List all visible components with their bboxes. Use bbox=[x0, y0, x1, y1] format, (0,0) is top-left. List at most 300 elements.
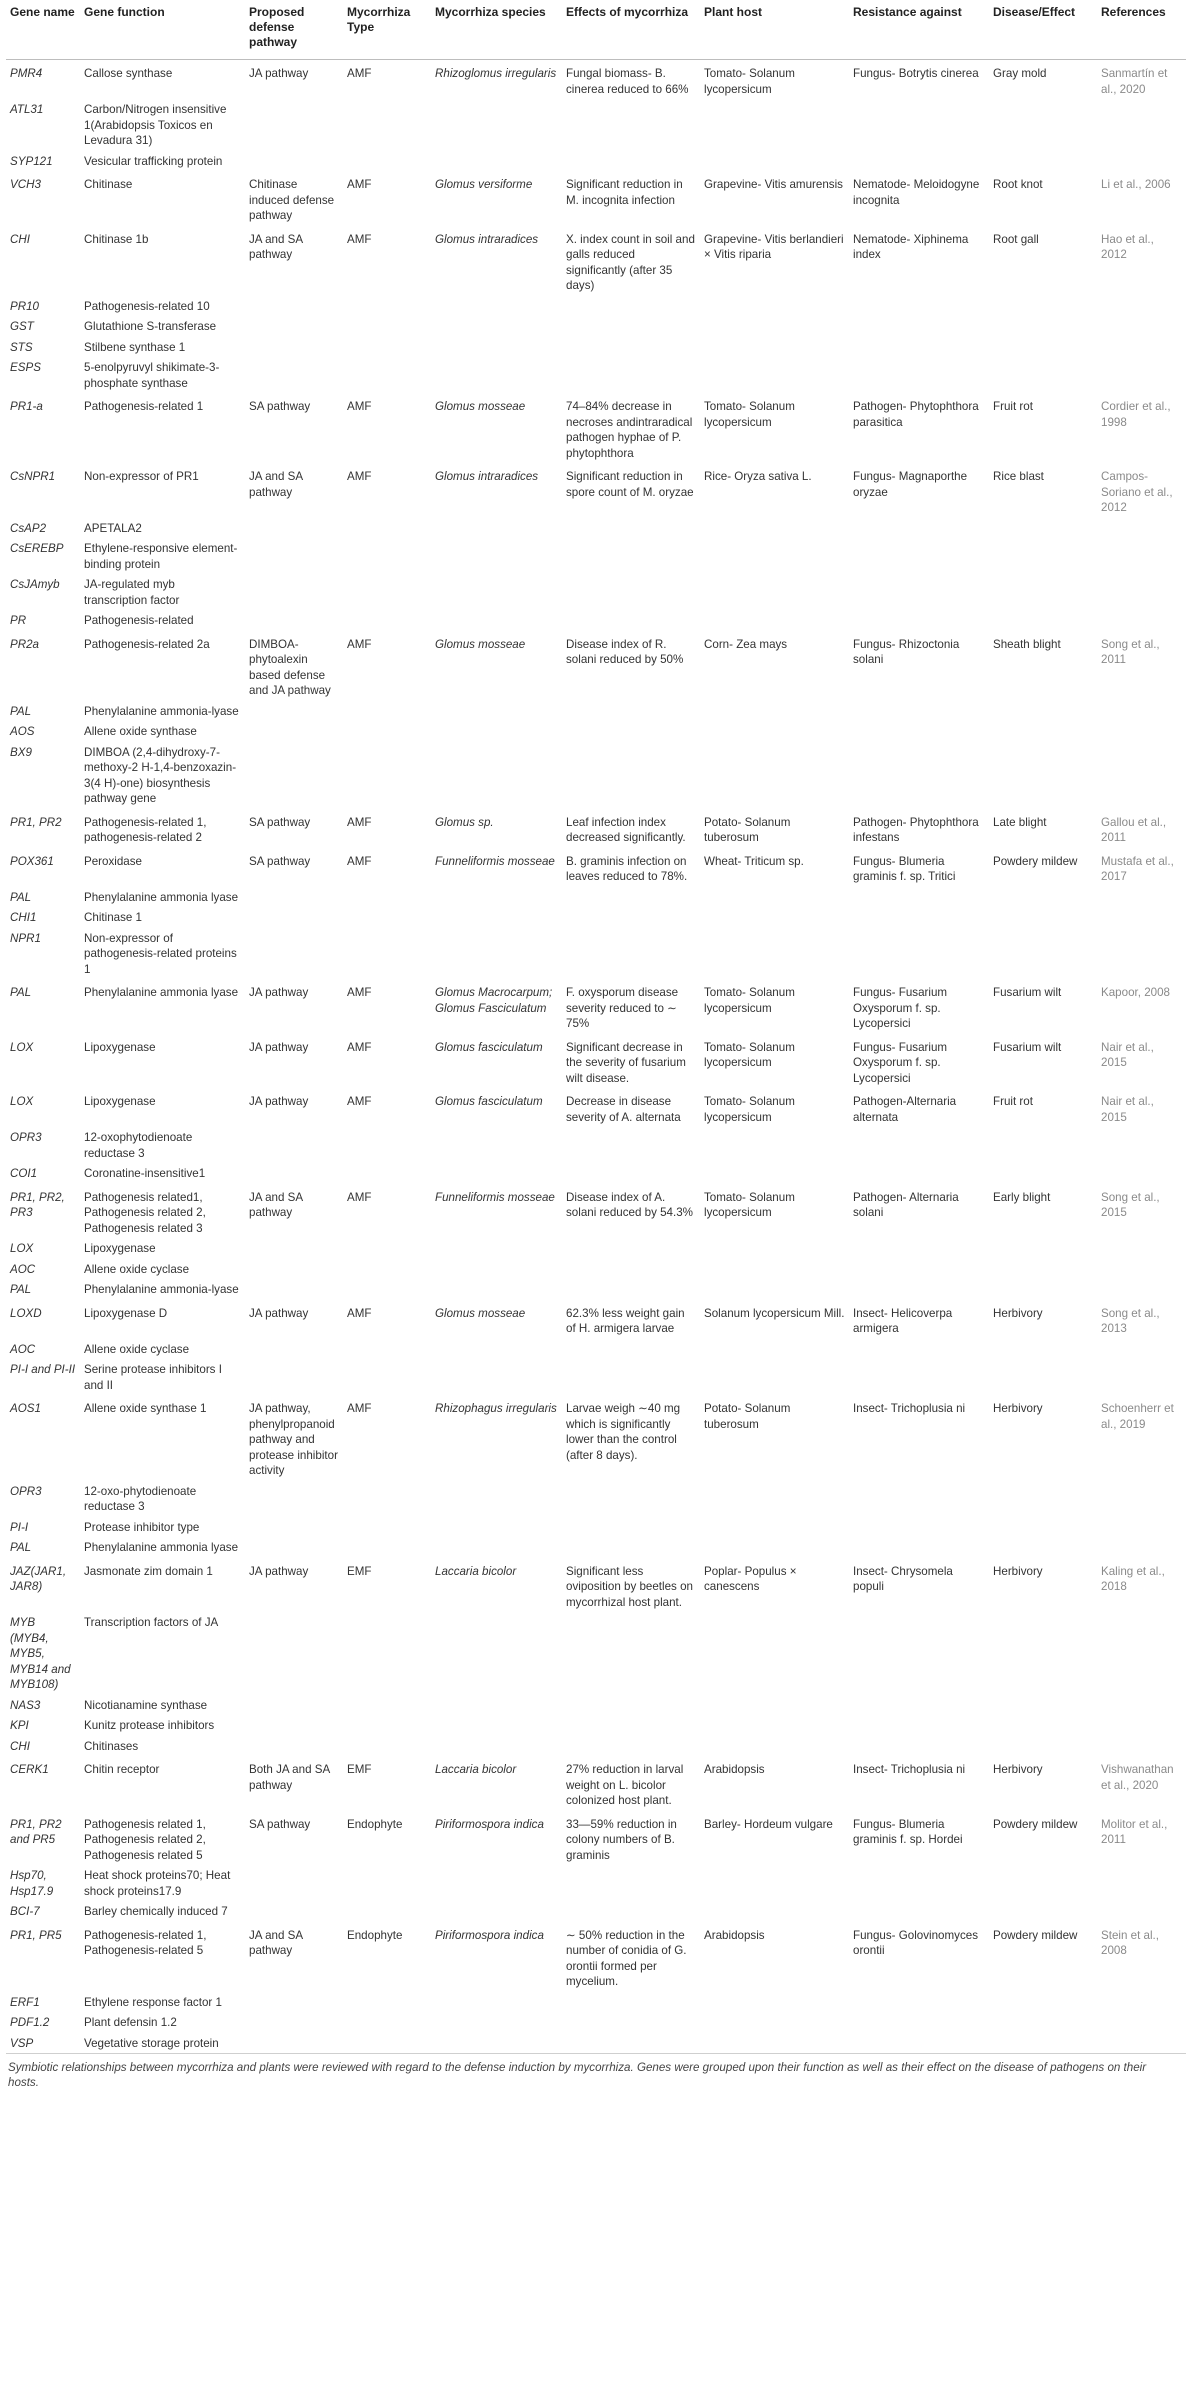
gene-function-cell: Stilbene synthase 1 bbox=[84, 340, 186, 354]
gene-name-cell: LOX bbox=[10, 1095, 34, 1108]
effect-cell: F. oxysporum disease severity reduced to ∼ 75% bbox=[566, 986, 679, 1030]
resistance-cell: Fungus- Botrytis cinerea bbox=[853, 67, 979, 80]
plant-host-cell: Solanum lycopersicum Mill. bbox=[704, 1306, 845, 1320]
resistance-cell: Insect- Trichoplusia ni bbox=[853, 1402, 966, 1415]
pathway-cell bbox=[245, 1238, 343, 1259]
gene-name-cell: PR2a bbox=[10, 637, 40, 651]
effect-cell bbox=[562, 1339, 700, 1360]
reference-cell: Vishwanathan et al., 2020 bbox=[1101, 1763, 1174, 1792]
gene-function-cell: Protease inhibitor type bbox=[84, 1520, 200, 1534]
resistance-cell bbox=[849, 1163, 989, 1184]
pathway-cell bbox=[245, 1901, 343, 1922]
plant-host-cell: Potato- Solanum tuberosum bbox=[704, 815, 791, 844]
plant-host-cell bbox=[700, 928, 849, 980]
plant-host-cell: Barley- Hordeum vulgare bbox=[704, 1817, 833, 1831]
gene-name-cell: PR bbox=[10, 614, 27, 627]
gene-name-cell: PR10 bbox=[10, 299, 40, 313]
gene-function-cell: Vegetative storage protein bbox=[80, 2033, 245, 2054]
pathway-cell bbox=[245, 518, 343, 539]
mycorrhiza-species-cell bbox=[431, 2033, 562, 2054]
gene-function-cell: Ethylene response factor 1 bbox=[84, 1995, 222, 2009]
gene-function-cell: Serine protease inhibitors I and II bbox=[84, 1363, 222, 1392]
pathway-cell bbox=[245, 1163, 343, 1184]
plant-host-cell bbox=[700, 1163, 849, 1184]
gene-name-cell: OPR3 bbox=[10, 1131, 42, 1144]
mycorrhiza-species-cell: Glomus intraradices bbox=[435, 232, 539, 246]
mycorrhiza-type-cell: AMF bbox=[347, 854, 372, 868]
plant-host-cell bbox=[700, 2033, 849, 2054]
disease-cell bbox=[989, 1715, 1097, 1736]
effect-cell bbox=[562, 1238, 700, 1259]
reference-cell: Stein et al., 2008 bbox=[1101, 1928, 1160, 1957]
reference-cell bbox=[1097, 1537, 1186, 1558]
reference-cell bbox=[1097, 1612, 1186, 1695]
mycorrhiza-species-cell bbox=[431, 357, 562, 393]
resistance-cell bbox=[849, 742, 989, 809]
resistance-cell bbox=[849, 701, 989, 722]
reference-cell bbox=[1097, 1865, 1186, 1901]
gene-name-cell: PR1, PR2 and PR5 bbox=[10, 1817, 62, 1846]
effect-cell bbox=[562, 928, 700, 980]
mycorrhiza-species-cell bbox=[431, 1736, 562, 1757]
mycorrhiza-species-cell bbox=[431, 1259, 562, 1280]
mycorrhiza-species-cell bbox=[431, 928, 562, 980]
reference-cell bbox=[1097, 1259, 1186, 1280]
disease-cell bbox=[989, 316, 1097, 337]
plant-host-cell bbox=[700, 701, 849, 722]
plant-host-cell bbox=[700, 721, 849, 742]
effect-cell: Disease index of R. solani reduced by 50% bbox=[566, 637, 684, 666]
gene-function-cell: Coronatine-insensitive1 bbox=[84, 1167, 206, 1180]
mycorrhiza-type-cell: AMF bbox=[347, 637, 372, 651]
pathway-cell bbox=[245, 1481, 343, 1517]
pathway-cell bbox=[245, 316, 343, 337]
table-row bbox=[6, 1517, 1186, 1538]
resistance-cell bbox=[849, 337, 989, 358]
gene-function-cell: 5-enolpyruvyl shikimate-3-phosphate synthase bbox=[84, 361, 220, 390]
reference-cell bbox=[1097, 1127, 1186, 1163]
plant-host-cell: Grapevine- Vitis berlandieri × Vitis riparia bbox=[704, 232, 844, 261]
header-plant-host: Plant host bbox=[700, 0, 849, 60]
mycorrhiza-type-cell: AMF bbox=[347, 470, 372, 483]
mycorrhiza-species-cell bbox=[431, 337, 562, 358]
pathway-cell bbox=[245, 721, 343, 742]
mycorrhiza-type-cell: AMF bbox=[347, 815, 372, 829]
resistance-cell bbox=[849, 1238, 989, 1259]
gene-function-cell: Heat shock proteins70; Heat shock proteins17.9 bbox=[84, 1869, 231, 1898]
plant-host-cell bbox=[700, 907, 849, 928]
table-row bbox=[6, 1736, 1186, 1757]
gene-function-cell: Pathogenesis-related bbox=[84, 614, 194, 627]
disease-cell bbox=[989, 1238, 1097, 1259]
effect-cell bbox=[562, 1279, 700, 1300]
resistance-cell: Fungus- Magnaporthe oryzae bbox=[853, 470, 968, 499]
gene-function-cell: Allene oxide cyclase bbox=[84, 1262, 190, 1276]
mycorrhiza-species-cell bbox=[431, 538, 562, 574]
plant-host-cell bbox=[700, 337, 849, 358]
table-row bbox=[6, 1339, 1186, 1360]
resistance-cell bbox=[849, 538, 989, 574]
plant-host-cell: Tomato- Solanum lycopersicum bbox=[704, 986, 795, 1015]
reference-cell: Nair et al., 2015 bbox=[1101, 1040, 1154, 1069]
gene-name-cell: MYB (MYB4, MYB5, MYB14 and MYB108) bbox=[10, 1616, 71, 1691]
table-row bbox=[6, 1184, 1186, 1239]
mycorrhiza-species-cell: Glomus Macrocarpum; Glomus Fasciculatum bbox=[435, 986, 553, 1015]
mycorrhiza-type-cell bbox=[343, 1127, 431, 1163]
table-row bbox=[6, 99, 1186, 151]
resistance-cell bbox=[849, 2012, 989, 2033]
mycorrhiza-species-cell bbox=[431, 1695, 562, 1716]
gene-function-cell: Pathogenesis-related 1, pathogenesis-related 2 bbox=[84, 815, 207, 844]
plant-host-cell bbox=[700, 296, 849, 317]
gene-function-cell: Vesicular trafficking protein bbox=[84, 154, 223, 168]
table-row bbox=[6, 1481, 1186, 1517]
table-row bbox=[6, 1901, 1186, 1922]
gene-name-cell: VSP bbox=[6, 2033, 80, 2054]
mycorrhiza-type-cell: EMF bbox=[347, 1763, 372, 1776]
mycorrhiza-type-cell: AMF bbox=[347, 1306, 372, 1320]
resistance-cell bbox=[849, 887, 989, 908]
plant-host-cell bbox=[700, 1481, 849, 1517]
mycorrhiza-species-cell bbox=[431, 296, 562, 317]
table-body bbox=[6, 60, 1186, 2054]
effect-cell bbox=[562, 1901, 700, 1922]
reference-cell: Mustafa et al., 2017 bbox=[1101, 854, 1174, 883]
effect-cell: Significant reduction in M. incognita infection bbox=[566, 178, 683, 207]
gene-name-cell: BCI-7 bbox=[10, 1905, 40, 1918]
gene-function-cell: Phenylalanine ammonia lyase bbox=[84, 1541, 239, 1554]
gene-function-cell: Chitinase 1 bbox=[84, 911, 143, 924]
header-mycorrhiza-species: Mycorrhiza species bbox=[431, 0, 562, 60]
disease-cell: Fusarium wilt bbox=[993, 986, 1062, 999]
mycorrhiza-type-cell bbox=[343, 538, 431, 574]
table-row bbox=[6, 1715, 1186, 1736]
resistance-cell: Fungus- Rhizoctonia solani bbox=[853, 637, 960, 666]
gene-function-cell: Pathogenesis-related 10 bbox=[84, 299, 210, 313]
mycorrhiza-type-cell: AMF bbox=[347, 400, 372, 413]
mycorrhiza-type-cell bbox=[343, 1901, 431, 1922]
effect-cell bbox=[562, 1481, 700, 1517]
reference-cell bbox=[1097, 887, 1186, 908]
mycorrhiza-type-cell bbox=[343, 1163, 431, 1184]
gene-name-cell: PR1, PR2 bbox=[10, 815, 62, 829]
reference-cell bbox=[1097, 337, 1186, 358]
pathway-cell bbox=[245, 357, 343, 393]
effect-cell: Leaf infection index decreased significantly. bbox=[566, 815, 686, 844]
effect-cell bbox=[562, 518, 700, 539]
plant-host-cell bbox=[700, 2012, 849, 2033]
mycorrhiza-type-cell bbox=[343, 1992, 431, 2013]
plant-host-cell: Rice- Oryza sativa L. bbox=[704, 470, 812, 483]
disease-cell bbox=[989, 1359, 1097, 1395]
mycorrhiza-species-cell: Piriformospora indica bbox=[435, 1928, 544, 1942]
mycorrhiza-species-cell bbox=[431, 887, 562, 908]
gene-name-cell: PMR4 bbox=[10, 67, 43, 80]
gene-function-cell: Jasmonate zim domain 1 bbox=[84, 1564, 213, 1578]
resistance-cell bbox=[849, 721, 989, 742]
reference-cell bbox=[1097, 701, 1186, 722]
table-row bbox=[6, 337, 1186, 358]
gene-name-cell: NPR1 bbox=[10, 931, 41, 945]
pathway-cell bbox=[245, 151, 343, 172]
plant-host-cell: Tomato- Solanum lycopersicum bbox=[704, 1190, 795, 1219]
mycorrhiza-type-cell: AMF bbox=[347, 986, 372, 999]
reference-cell: Kaling et al., 2018 bbox=[1101, 1564, 1165, 1593]
header-disease: Disease/Effect bbox=[989, 0, 1097, 60]
mycorrhiza-species-cell: Laccaria bicolor bbox=[435, 1763, 517, 1776]
gene-name-cell: ERF1 bbox=[10, 1995, 40, 2009]
gene-name-cell: CHI bbox=[10, 1739, 30, 1753]
mycorrhiza-species-cell bbox=[431, 1339, 562, 1360]
mycorrhiza-species-cell: Glomus fasciculatum bbox=[435, 1095, 543, 1108]
gene-name-cell: KPI bbox=[10, 1719, 29, 1732]
gene-name-cell: OPR3 bbox=[10, 1484, 42, 1498]
pathway-cell bbox=[245, 742, 343, 809]
disease-cell bbox=[989, 1127, 1097, 1163]
effect-cell bbox=[562, 1695, 700, 1716]
mycorrhiza-type-cell: AMF bbox=[347, 1402, 372, 1415]
gene-function-cell: Glutathione S-transferase bbox=[84, 320, 217, 333]
gene-function-cell: Non-expressor of PR1 bbox=[84, 470, 199, 483]
gene-function-cell: Phenylalanine ammonia-lyase bbox=[84, 1283, 239, 1296]
gene-function-cell: Plant defensin 1.2 bbox=[84, 2016, 177, 2029]
effect-cell bbox=[562, 357, 700, 393]
resistance-cell: Fungus- Fusarium Oxysporum f. sp. Lycopersici bbox=[853, 1040, 948, 1085]
reference-cell: Molitor et al., 2011 bbox=[1101, 1817, 1168, 1846]
pathway-cell: SA pathway bbox=[249, 854, 311, 868]
gene-function-cell: Kunitz protease inhibitors bbox=[84, 1719, 215, 1732]
pathway-cell bbox=[245, 296, 343, 317]
mycorrhiza-type-cell bbox=[343, 1481, 431, 1517]
plant-host-cell: Tomato- Solanum lycopersicum bbox=[704, 1095, 795, 1124]
gene-function-cell: Chitinase 1b bbox=[84, 232, 149, 246]
resistance-cell: Fungus- Blumeria graminis f. sp. Tritici bbox=[853, 854, 956, 883]
resistance-cell: Nematode- Xiphinema index bbox=[853, 232, 969, 261]
mycorrhiza-species-cell: Glomus intraradices bbox=[435, 470, 539, 483]
mycorrhiza-type-cell bbox=[343, 151, 431, 172]
resistance-cell bbox=[849, 1359, 989, 1395]
gene-name-cell: PAL bbox=[10, 1541, 32, 1554]
table-row bbox=[6, 848, 1186, 887]
mycorrhiza-type-cell bbox=[343, 99, 431, 151]
gene-name-cell: PAL bbox=[10, 890, 32, 904]
gene-function-cell: Phenylalanine ammonia lyase bbox=[84, 986, 239, 999]
gene-name-cell: LOXD bbox=[10, 1306, 42, 1320]
mycorrhiza-species-cell: Glomus mosseae bbox=[435, 1306, 526, 1320]
pathway-cell bbox=[245, 337, 343, 358]
gene-name-cell: PAL bbox=[10, 1283, 32, 1296]
mycorrhiza-type-cell: AMF bbox=[347, 178, 372, 191]
pathway-cell bbox=[245, 701, 343, 722]
resistance-cell bbox=[849, 1259, 989, 1280]
gene-function-cell: 12-oxo-phytodienoate reductase 3 bbox=[84, 1484, 197, 1513]
pathway-cell bbox=[245, 1359, 343, 1395]
gene-name-cell: PAL bbox=[10, 704, 32, 718]
mycorrhiza-type-cell bbox=[343, 337, 431, 358]
reference-cell bbox=[1097, 1163, 1186, 1184]
effect-cell bbox=[562, 1612, 700, 1695]
pathway-cell bbox=[245, 887, 343, 908]
disease-cell bbox=[989, 610, 1097, 631]
mycorrhiza-type-cell bbox=[343, 1517, 431, 1538]
plant-host-cell bbox=[700, 610, 849, 631]
defense-genes-table bbox=[6, 0, 1186, 2054]
mycorrhiza-species-cell bbox=[431, 316, 562, 337]
resistance-cell bbox=[849, 1517, 989, 1538]
disease-cell bbox=[989, 1481, 1097, 1517]
mycorrhiza-type-cell bbox=[343, 357, 431, 393]
reference-cell: Hao et al., 2012 bbox=[1101, 232, 1154, 261]
mycorrhiza-species-cell: Glomus fasciculatum bbox=[435, 1040, 543, 1054]
effect-cell: Significant reduction in spore count of M. oryzae bbox=[566, 470, 694, 499]
disease-cell: Root knot bbox=[993, 178, 1043, 191]
disease-cell bbox=[989, 1163, 1097, 1184]
effect-cell: 27% reduction in larval weight on L. bicolor colonized host plant. bbox=[566, 1763, 684, 1807]
effect-cell bbox=[562, 907, 700, 928]
effect-cell bbox=[562, 2012, 700, 2033]
reference-cell bbox=[1097, 99, 1186, 151]
plant-host-cell bbox=[700, 742, 849, 809]
gene-name-cell: NAS3 bbox=[10, 1698, 41, 1712]
effect-cell bbox=[562, 1865, 700, 1901]
table-row bbox=[6, 979, 1186, 1034]
table-row bbox=[6, 171, 1186, 226]
effect-cell: Significant decrease in the severity of fusarium wilt disease. bbox=[566, 1040, 686, 1085]
gene-function-cell: Chitinases bbox=[84, 1739, 139, 1753]
gene-name-cell: LOX bbox=[10, 1040, 34, 1054]
pathway-cell bbox=[245, 1612, 343, 1695]
mycorrhiza-type-cell: Endophyte bbox=[347, 1817, 403, 1831]
effect-cell: X. index count in soil and galls reduced significantly (after 35 days) bbox=[566, 232, 695, 292]
reference-cell bbox=[1097, 610, 1186, 631]
mycorrhiza-species-cell bbox=[431, 1279, 562, 1300]
gene-name-cell: CsNPR1 bbox=[10, 470, 56, 483]
table-row bbox=[6, 316, 1186, 337]
table-row bbox=[6, 60, 1186, 100]
gene-function-cell: Allene oxide synthase 1 bbox=[84, 1402, 207, 1415]
mycorrhiza-type-cell bbox=[343, 721, 431, 742]
gene-name-cell: CHI bbox=[10, 232, 30, 246]
pathway-cell: JA and SA pathway bbox=[249, 1190, 303, 1219]
resistance-cell bbox=[849, 2033, 989, 2054]
table-row bbox=[6, 1300, 1186, 1339]
plant-host-cell bbox=[700, 1127, 849, 1163]
table-row bbox=[6, 907, 1186, 928]
gene-function-cell: Phenylalanine ammonia-lyase bbox=[84, 704, 239, 718]
mycorrhiza-type-cell bbox=[343, 1537, 431, 1558]
effect-cell bbox=[562, 2033, 700, 2054]
reference-cell bbox=[1097, 296, 1186, 317]
pathway-cell bbox=[245, 538, 343, 574]
plant-host-cell: Potato- Solanum tuberosum bbox=[704, 1402, 791, 1431]
gene-function-cell: JA-regulated myb transcription factor bbox=[84, 578, 180, 607]
pathway-cell: SA pathway bbox=[249, 1817, 311, 1831]
mycorrhiza-type-cell: EMF bbox=[347, 1564, 372, 1578]
resistance-cell bbox=[849, 1279, 989, 1300]
gene-function-cell: Non-expressor of pathogenesis-related proteins 1 bbox=[84, 931, 237, 976]
disease-cell bbox=[989, 1992, 1097, 2013]
disease-cell bbox=[989, 887, 1097, 908]
disease-cell bbox=[989, 1901, 1097, 1922]
mycorrhiza-species-cell bbox=[431, 1865, 562, 1901]
gene-function-cell: Transcription factors of JA bbox=[84, 1616, 219, 1629]
table-row bbox=[6, 809, 1186, 848]
table-row bbox=[6, 1811, 1186, 1866]
reference-cell: Nair et al., 2015 bbox=[1101, 1095, 1154, 1124]
pathway-cell bbox=[245, 1127, 343, 1163]
mycorrhiza-type-cell bbox=[343, 1238, 431, 1259]
gene-function-cell: Allene oxide synthase bbox=[84, 725, 197, 738]
gene-function-cell: Pathogenesis-related 1, Pathogenesis-related 5 bbox=[84, 1928, 207, 1957]
mycorrhiza-species-cell bbox=[431, 1163, 562, 1184]
mycorrhiza-type-cell bbox=[343, 701, 431, 722]
effect-cell bbox=[562, 701, 700, 722]
gene-name-cell: ESPS bbox=[10, 361, 41, 374]
gene-function-cell: Callose synthase bbox=[84, 67, 173, 80]
table-row bbox=[6, 1359, 1186, 1395]
gene-name-cell: POX361 bbox=[10, 854, 54, 868]
reference-cell bbox=[1097, 907, 1186, 928]
disease-cell bbox=[989, 574, 1097, 610]
reference-cell: Kapoor, 2008 bbox=[1101, 986, 1170, 999]
gene-function-cell: 12-oxophytodienoate reductase 3 bbox=[84, 1131, 193, 1160]
pathway-cell bbox=[245, 1715, 343, 1736]
resistance-cell: Nematode- Meloidogyne incognita bbox=[853, 178, 980, 207]
pathway-cell: DIMBOA-phytoalexin based defense and JA pathway bbox=[249, 637, 331, 697]
mycorrhiza-type-cell bbox=[343, 1612, 431, 1695]
gene-function-cell: Phenylalanine ammonia lyase bbox=[84, 890, 239, 904]
reference-cell bbox=[1097, 1359, 1186, 1395]
mycorrhiza-species-cell: Funneliformis mosseae bbox=[435, 1190, 555, 1204]
disease-cell: Powdery mildew bbox=[993, 1928, 1078, 1942]
disease-cell bbox=[989, 1612, 1097, 1695]
disease-cell bbox=[989, 337, 1097, 358]
resistance-cell bbox=[849, 1612, 989, 1695]
gene-function-cell: Chitinase bbox=[84, 178, 133, 191]
gene-function-cell: Lipoxygenase bbox=[84, 1095, 156, 1108]
resistance-cell bbox=[849, 518, 989, 539]
table-row bbox=[6, 574, 1186, 610]
gene-name-cell: SYP121 bbox=[10, 154, 53, 168]
disease-cell: Fusarium wilt bbox=[993, 1040, 1062, 1054]
effect-cell bbox=[562, 1163, 700, 1184]
disease-cell bbox=[989, 1537, 1097, 1558]
disease-cell bbox=[989, 151, 1097, 172]
plant-host-cell: Wheat- Triticum sp. bbox=[704, 854, 804, 868]
plant-host-cell bbox=[700, 574, 849, 610]
table-row bbox=[6, 1537, 1186, 1558]
header-gene-name: Gene name bbox=[6, 0, 80, 60]
plant-host-cell: Tomato- Solanum lycopersicum bbox=[704, 67, 795, 96]
resistance-cell bbox=[849, 357, 989, 393]
plant-host-cell bbox=[700, 1612, 849, 1695]
resistance-cell: Fungus- Blumeria graminis f. sp. Hordei bbox=[853, 1817, 963, 1846]
effect-cell bbox=[562, 721, 700, 742]
gene-function-cell: Pathogenesis-related 1 bbox=[84, 400, 204, 413]
mycorrhiza-species-cell bbox=[431, 1992, 562, 2013]
effect-cell: 33—59% reduction in colony numbers of B. graminis bbox=[566, 1817, 677, 1862]
mycorrhiza-type-cell bbox=[343, 1736, 431, 1757]
header-defense-pathway: Proposed defense pathway bbox=[245, 0, 343, 60]
effect-cell bbox=[562, 1127, 700, 1163]
plant-host-cell bbox=[700, 1992, 849, 2013]
gene-function-cell: Peroxidase bbox=[84, 854, 143, 868]
plant-host-cell bbox=[700, 1736, 849, 1757]
effect-cell bbox=[562, 1715, 700, 1736]
resistance-cell bbox=[849, 1715, 989, 1736]
mycorrhiza-species-cell bbox=[431, 1715, 562, 1736]
table-row bbox=[6, 1088, 1186, 1127]
